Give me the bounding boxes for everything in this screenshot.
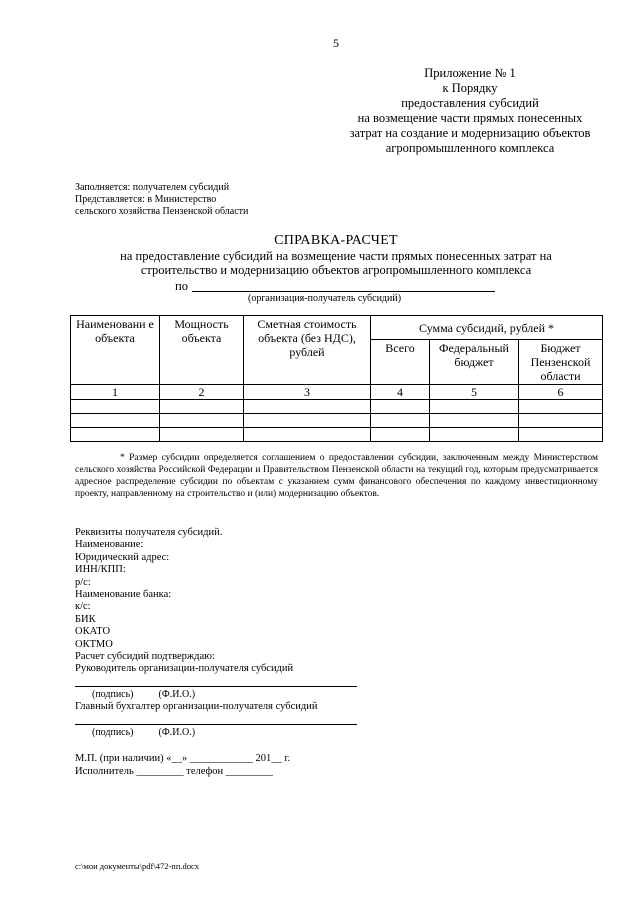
requisite-line: р/с: — [75, 576, 91, 588]
file-path: c:\мои документы\pdf\472-пп.docx — [75, 861, 200, 871]
appendix-line: на возмещение части прямых понесенных — [357, 111, 583, 125]
table-cell[interactable] — [519, 414, 603, 428]
fill-meta — [75, 182, 248, 218]
appendix-line: Приложение № 1 — [424, 66, 516, 80]
requisite-line: ОКАТО — [75, 626, 111, 638]
table-cell[interactable] — [430, 414, 519, 428]
header-subsidy-sum: Сумма субсидий, рублей * — [371, 316, 603, 340]
requisite-line: Наименование: — [75, 539, 144, 551]
header-object-name: Наименовани е объекта — [71, 316, 160, 385]
organization-field[interactable] — [192, 291, 495, 292]
fill-meta-line: Представляется: в Министерство — [75, 194, 217, 205]
document-title: СПРАВКА-РАСЧЕТ — [274, 233, 398, 248]
header-estimated-cost: Сметная стоимость объекта (без НДС), рублей — [244, 316, 371, 385]
requisite-line: к/с: — [75, 601, 91, 613]
column-number: 1 — [71, 385, 160, 400]
subtitle-line: строительство и модернизацию объектов агропромышленного комплекса — [140, 263, 532, 277]
table-cell[interactable] — [71, 428, 160, 442]
table-row — [71, 428, 603, 442]
column-number: 6 — [519, 385, 603, 400]
po-label: по — [175, 279, 188, 293]
appendix-header — [330, 66, 610, 156]
header-total: Всего — [371, 340, 430, 385]
table-cell[interactable] — [430, 400, 519, 414]
table-cell[interactable] — [160, 414, 244, 428]
table-cell[interactable] — [519, 400, 603, 414]
recipient-requisites — [75, 527, 357, 778]
table-row — [71, 414, 603, 428]
appendix-line: агропромышленного комплекса — [385, 141, 555, 155]
subtitle-line: на предоставление субсидий на возмещение части прямых понесенных затрат на — [120, 249, 552, 263]
signature-label: (подпись) (Ф.И.О.) — [92, 726, 196, 738]
table-cell[interactable] — [430, 428, 519, 442]
table-cell[interactable] — [160, 428, 244, 442]
requisite-line: Расчет субсидий подтверждаю: — [75, 651, 215, 663]
header-object-power: Мощность объекта — [160, 316, 244, 385]
table-cell[interactable] — [244, 414, 371, 428]
appendix-line: предоставления субсидий — [401, 96, 539, 110]
fill-meta-line: сельского хозяйства Пензенской области — [75, 206, 249, 217]
table-row — [71, 400, 603, 414]
header-regional-budget: Бюджет Пензенской области — [519, 340, 603, 385]
table-cell[interactable] — [244, 428, 371, 442]
appendix-line: к Порядку — [442, 81, 498, 95]
subsidy-table — [70, 315, 603, 442]
table-cell[interactable] — [519, 428, 603, 442]
header-federal-budget: Федеральный бюджет — [430, 340, 519, 385]
table-cell[interactable] — [71, 414, 160, 428]
column-numbers-row — [71, 385, 603, 400]
signature-label: (подпись) (Ф.И.О.) — [92, 688, 196, 700]
footnote: * Размер субсидии определяется соглашением о предоставлении субсидии, заключенным между Министерством сельского хозяйства Российской Федерации и Правительством Пензенской области на текущий год, которым предусматривается адресное распределение субсидии по объектам с указанием сумм финансового обеспечения по каждому инвестиционному проекту, направленному на строительство и (или) модернизацию объектов. — [75, 453, 598, 499]
chief-accountant-label: Главный бухгалтер организации-получателя субсидий — [75, 701, 318, 713]
requisite-line: Юридический адрес: — [75, 551, 170, 563]
requisite-line: Руководитель организации-получателя субсидий — [75, 663, 294, 675]
organization-note: (организация-получатель субсидий) — [248, 293, 402, 304]
requisite-line: Наименование банка: — [75, 589, 172, 601]
table-cell[interactable] — [244, 400, 371, 414]
table-cell[interactable] — [371, 400, 430, 414]
accountant-signature-line[interactable] — [75, 724, 357, 725]
executor-line: Исполнитель _________ телефон _________ — [75, 765, 274, 777]
table-cell[interactable] — [371, 414, 430, 428]
column-number: 4 — [371, 385, 430, 400]
column-number: 2 — [160, 385, 244, 400]
column-number: 5 — [430, 385, 519, 400]
requisite-line: ИНН/КПП: — [75, 564, 126, 576]
table-cell[interactable] — [71, 400, 160, 414]
document-subtitle — [60, 249, 612, 277]
director-signature-line[interactable] — [75, 686, 357, 687]
table-cell[interactable] — [160, 400, 244, 414]
appendix-line: затрат на создание и модернизацию объектов — [349, 126, 591, 140]
column-number: 3 — [244, 385, 371, 400]
page-number: 5 — [333, 36, 339, 50]
fill-meta-line: Заполняется: получателем субсидий — [75, 182, 230, 193]
requisite-line: БИК — [75, 613, 96, 625]
table-cell[interactable] — [371, 428, 430, 442]
requisite-line: ОКТМО — [75, 638, 113, 650]
requisite-line: Реквизиты получателя субсидий. — [75, 527, 223, 538]
stamp-date-line: М.П. (при наличии) «__» ____________ 201__ г. — [75, 753, 291, 765]
